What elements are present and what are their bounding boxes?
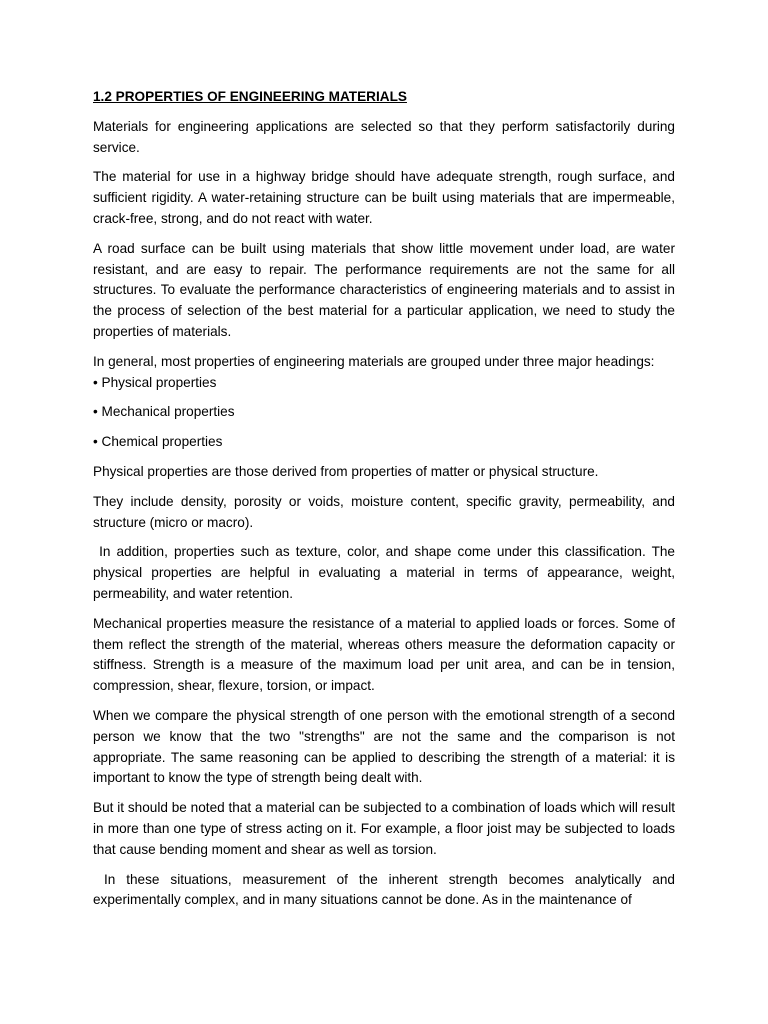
paragraph-intro: Materials for engineering applications are selected so that they perform satisfactorily during service. <box>93 118 675 155</box>
paragraph-headings: In general, most properties of engineering materials are grouped under three major headings: <box>93 353 655 369</box>
bullet-chemical: • Chemical properties <box>93 434 223 450</box>
paragraph-physical-def: Physical properties are those derived from properties of matter or physical structure. <box>93 463 599 479</box>
bullet-mechanical: • Mechanical properties <box>93 404 235 420</box>
paragraph-road-surface: A road surface can be built using materials that show little movement under load, are water resistant, and are easy to repair. The performance requirements are not the same for all structures. To evaluate the performance characteristics of engineering materials and to assist in the process of selection of the best material for a particular application, we need to study the properties of materials. <box>93 240 675 339</box>
paragraph-situations: In these situations, measurement of the inherent strength becomes analytically and experimentally complex, and in many situations cannot be done. As in the maintenance of <box>93 871 679 908</box>
section-heading: 1.2 PROPERTIES OF ENGINEERING MATERIALS <box>93 89 407 104</box>
paragraph-mechanical: Mechanical properties measure the resistance of a material to applied loads or forces. Some of them reflect the strength of the material, whereas others measure the deformation capacity or stiffness. Strength is a measure of the maximum load per unit area, and can be in tension, compression, shear, flexure, torsion, or impact. <box>93 615 675 694</box>
paragraph-strength-comparison: When we compare the physical strength of one person with the emotional strength of a second person we know that the two "strengths" are not the same and the comparison is not appropriate. The same reasoning can be applied to describing the strength of a material: it is important to know the type of strength being dealt with. <box>93 707 675 786</box>
paragraph-physical-include: They include density, porosity or voids, moisture content, specific gravity, permeability, and structure (micro or macro). <box>93 493 675 530</box>
paragraph-highway-bridge: The material for use in a highway bridge should have adequate strength, rough surface, and sufficient rigidity. A water-retaining structure can be built using materials that are impermeable, crack-free, strong, and do not react with water. <box>93 169 675 226</box>
paragraph-combination-loads: But it should be noted that a material can be subjected to a combination of loads which will result in more than one type of stress acting on it. For example, a floor joist may be subjected to loads that cause bending moment and shear as well as torsion. <box>93 800 675 857</box>
bullet-physical: • Physical properties <box>93 374 217 390</box>
paragraph-physical-addition: In addition, properties such as texture, color, and shape come under this classification. The physical properties are helpful in evaluating a material in terms of appearance, weight, permeability, and water retention. <box>93 544 679 601</box>
document-page <box>93 87 679 920</box>
